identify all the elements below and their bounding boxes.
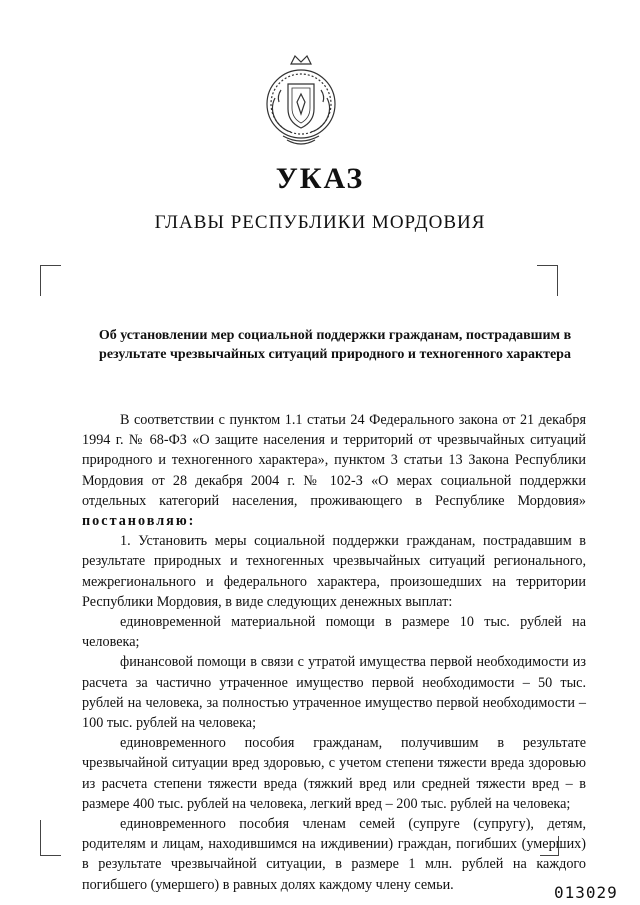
- preamble-text: В соответствии с пунктом 1.1 статьи 24 Федерального закона от 21 декабря 1994 г. № 68-ФЗ «О защите населения и территорий от чрезвычайных ситуаций природного и техногенного характера», пунктом 3 статьи 13 Закона Республики Мордовия от 28 декабря 2004 г. № 102-З «О мерах социальной поддержки отдельных категорий населения, проживающего в Республике Мордовия»: [82, 412, 586, 509]
- paragraph-1: 1. Установить меры социальной поддержки гражданам, пострадавшим в результате природных и техногенных чрезвычайных ситуаций регионального, межрегионального и федерального характера, произошедших на территории Республики Мордовия, в виде следующих денежных выплат:: [82, 533, 586, 610]
- corner-mark-bottom-left: [40, 820, 61, 856]
- paragraph-3: финансовой помощи в связи с утратой имущества первой необходимости из расчета за частично утраченное имущество первой необходимости – 50 тыс. рублей на человека, за полностью утраченное имущество первой необходимости –100 тыс. рублей на человека;: [82, 654, 586, 732]
- coat-of-arms-icon: [261, 54, 341, 150]
- issuer-title: ГЛАВЫ РЕСПУБЛИКИ МОРДОВИЯ: [154, 212, 486, 233]
- document-number: 013029: [554, 883, 618, 902]
- corner-mark-top-left: [40, 265, 61, 296]
- corner-mark-top-right: [537, 265, 558, 296]
- decree-title: Об установлении мер социальной поддержки гражданам, пострадавшим в результате чрезвычайных ситуаций природного и техногенного характера: [98, 328, 572, 362]
- resolution-word: постановляю:: [82, 513, 196, 530]
- document-type: УКАЗ: [275, 162, 365, 195]
- preamble-paragraph: [82, 410, 586, 531]
- paragraph-5: единовременного пособия членам семей (супруге (супругу), детям, родителям и лицам, находившимся на иждивении) граждан, погибших (умерших) в результате чрезвычайной ситуации, в размере 1 млн. рублей на каждого погибшего (умершего) в равных долях каждому члену семьи.: [82, 816, 586, 893]
- paragraph-4: единовременного пособия гражданам, получившим в результате чрезвычайной ситуации вред здоровью, с учетом степени тяжести вреда здоровью из расчета степени тяжести вреда (тяжкий вред или средней тяжести вред – в размере 400 тыс. рублей на человека, легкий вред – 200 тыс. рублей на человека;: [82, 735, 586, 812]
- corner-mark-bottom-right: [540, 836, 559, 856]
- decree-body: [82, 410, 586, 895]
- paragraph-2: единовременной материальной помощи в размере 10 тыс. рублей на человека;: [82, 614, 586, 651]
